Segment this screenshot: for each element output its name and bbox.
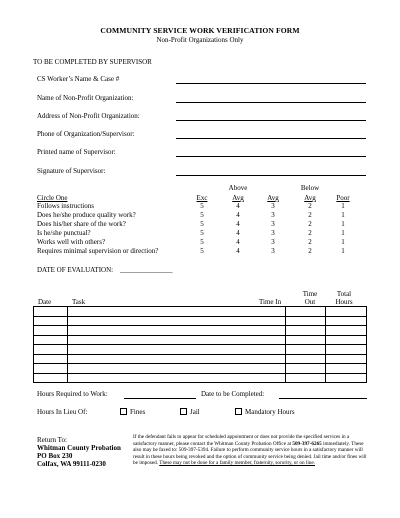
- score-2[interactable]: 2: [308, 211, 312, 219]
- field-line-signature[interactable]: [176, 175, 366, 176]
- rating-header-below-avg: Avg: [304, 194, 316, 202]
- score-2[interactable]: 2: [308, 202, 312, 210]
- score-4[interactable]: 4: [236, 229, 240, 237]
- time-in-cell[interactable]: [286, 364, 326, 374]
- task-cell[interactable]: [67, 316, 285, 326]
- field-label-phone: Phone of Organization/Supervisor:: [37, 130, 135, 138]
- score-5[interactable]: 5: [200, 238, 204, 246]
- score-2[interactable]: 2: [308, 220, 312, 228]
- rating-row-label: Does his/her share of the work?: [37, 220, 126, 228]
- score-4[interactable]: 4: [236, 202, 240, 210]
- rating-row-label: Works well with others?: [37, 238, 106, 246]
- option-mandatory-hours[interactable]: [235, 408, 295, 416]
- hours-required-line[interactable]: [124, 398, 196, 399]
- task-cell[interactable]: [67, 307, 285, 317]
- task-cell[interactable]: [67, 345, 285, 355]
- table-row: [34, 335, 367, 345]
- option-jail-label: Jail: [190, 408, 200, 416]
- score-3[interactable]: 3: [271, 211, 275, 219]
- field-line-org-name[interactable]: [176, 102, 366, 103]
- score-5[interactable]: 5: [200, 220, 204, 228]
- table-row: [34, 326, 367, 336]
- score-2[interactable]: 2: [308, 247, 312, 255]
- notice-text-2: immediately. These also may be faxed to: 509-397-5394. Failure to perform community service hours in a satisfactory manner will result in these hours being revoked and the option of community service being denied. Jail time and/or fines will be imposed.: [133, 440, 367, 467]
- time-out-cell[interactable]: [326, 335, 367, 345]
- return-to-city: Colfax, WA 99111-0230: [37, 460, 106, 468]
- table-row: [34, 364, 367, 374]
- log-header-time-out-bottom: Out: [304, 298, 316, 306]
- score-1[interactable]: 1: [341, 202, 345, 210]
- score-1[interactable]: 1: [341, 211, 345, 219]
- fines-checkbox[interactable]: [120, 408, 127, 415]
- option-fines-label: Fines: [130, 408, 146, 416]
- field-line-cs-worker[interactable]: [176, 83, 366, 84]
- log-header-total-top: Total: [336, 290, 352, 298]
- time-in-cell[interactable]: [286, 307, 326, 317]
- log-header-time-in: Time In: [259, 298, 282, 306]
- task-cell[interactable]: [67, 335, 285, 345]
- score-4[interactable]: 4: [236, 238, 240, 246]
- time-out-cell[interactable]: [326, 326, 367, 336]
- rating-row-label: Follows instructions: [37, 202, 94, 210]
- field-label-printed-name: Printed name of Supervisor:: [37, 148, 116, 156]
- log-header-total-bottom: Hours: [335, 298, 353, 306]
- hours-log-table: [33, 306, 367, 383]
- table-row: [34, 373, 367, 383]
- score-2[interactable]: 2: [308, 229, 312, 237]
- hours-required-label: Hours Required to Work:: [37, 390, 108, 398]
- date-cell[interactable]: [34, 345, 68, 355]
- field-line-org-address[interactable]: [176, 120, 366, 121]
- date-cell[interactable]: [34, 335, 68, 345]
- field-label-cs-worker: CS Worker’s Name & Case #: [37, 75, 120, 83]
- field-line-printed-name[interactable]: [176, 156, 366, 157]
- field-label-org-name: Name of Non-Profit Organization:: [37, 94, 134, 102]
- time-out-cell[interactable]: [326, 354, 367, 364]
- task-cell[interactable]: [67, 364, 285, 374]
- field-line-phone[interactable]: [176, 138, 366, 139]
- task-cell[interactable]: [67, 326, 285, 336]
- table-row: [34, 354, 367, 364]
- rating-row-label: Does he/she produce quality work?: [37, 211, 136, 219]
- table-row: [34, 316, 367, 326]
- notice-text-1: If the defendant fails to appear for scheduled appointment or does not provide the specified services in a satisfactory manner, please contact the Whitman County Probation Office at: [133, 434, 350, 447]
- time-in-cell[interactable]: [286, 354, 326, 364]
- return-to-po-box: PO Box 230: [37, 452, 73, 460]
- form-subtitle: Non-Profit Organizations Only: [156, 36, 244, 44]
- score-5[interactable]: 5: [200, 202, 204, 210]
- score-1[interactable]: 1: [341, 238, 345, 246]
- score-1[interactable]: 1: [341, 220, 345, 228]
- time-out-cell[interactable]: [326, 364, 367, 374]
- rating-header-exc: Exc: [196, 194, 208, 202]
- form-title: COMMUNITY SERVICE WORK VERIFICATION FORM: [100, 26, 300, 35]
- date-completed-line[interactable]: [279, 398, 367, 399]
- supervisor-section-heading: TO BE COMPLETED BY SUPERVISOR: [33, 58, 152, 66]
- probation-notice: [133, 434, 367, 467]
- date-cell[interactable]: [34, 326, 68, 336]
- score-3[interactable]: 3: [271, 238, 275, 246]
- rating-header-avg: Avg: [267, 194, 279, 202]
- rating-header-above: Above: [228, 184, 248, 192]
- log-header-task: Task: [72, 298, 86, 306]
- log-header-time-out-top: Time: [302, 290, 318, 298]
- time-out-cell[interactable]: [326, 307, 367, 317]
- rating-row-label: Is he/she punctual?: [37, 229, 91, 237]
- date-cell[interactable]: [34, 364, 68, 374]
- option-jail[interactable]: [180, 408, 200, 416]
- score-3[interactable]: 3: [271, 229, 275, 237]
- score-5[interactable]: 5: [200, 211, 204, 219]
- log-header-date: Date: [38, 298, 52, 306]
- time-out-cell[interactable]: [326, 316, 367, 326]
- time-in-cell[interactable]: [286, 316, 326, 326]
- field-label-org-address: Address of Non-Profit Organization:: [37, 112, 140, 120]
- date-cell[interactable]: [34, 373, 68, 383]
- rating-circle-one: Circle One: [37, 194, 68, 202]
- score-5[interactable]: 5: [200, 247, 204, 255]
- evaluation-date-label: DATE OF EVALUATION:: [37, 266, 114, 274]
- date-cell[interactable]: [34, 354, 68, 364]
- score-1[interactable]: 1: [341, 247, 345, 255]
- time-in-cell[interactable]: [286, 335, 326, 345]
- jail-checkbox[interactable]: [180, 408, 187, 415]
- date-cell[interactable]: [34, 307, 68, 317]
- table-row: [34, 307, 367, 317]
- score-1[interactable]: 1: [341, 229, 345, 237]
- score-3[interactable]: 3: [271, 202, 275, 210]
- option-fines[interactable]: [120, 408, 145, 416]
- task-cell[interactable]: [67, 373, 285, 383]
- date-completed-label: Date to be Completed:: [201, 390, 265, 398]
- score-3[interactable]: 3: [271, 220, 275, 228]
- time-out-cell[interactable]: [326, 373, 367, 383]
- evaluation-date-field[interactable]: _______________: [120, 266, 173, 274]
- score-4[interactable]: 4: [236, 211, 240, 219]
- return-to-label: Return To:: [37, 436, 67, 444]
- time-in-cell[interactable]: [286, 345, 326, 355]
- rating-header-poor: Poor: [336, 194, 350, 202]
- rating-header-above-avg: Avg: [232, 194, 244, 202]
- table-row: [34, 345, 367, 355]
- notice-phone: 509-397-6265: [292, 440, 322, 447]
- field-label-signature: Signature of Supervisor:: [37, 167, 106, 175]
- task-cell[interactable]: [67, 354, 285, 364]
- time-out-cell[interactable]: [326, 345, 367, 355]
- date-cell[interactable]: [34, 316, 68, 326]
- notice-underlined: These may not be done for a family member, fraternity, sorority, or on line.: [159, 460, 315, 467]
- rating-header-below: Below: [300, 184, 320, 192]
- score-2[interactable]: 2: [308, 238, 312, 246]
- mandatory-hours-checkbox[interactable]: [235, 408, 242, 415]
- option-mandatory-hours-label: Mandatory Hours: [245, 408, 295, 416]
- hours-in-lieu-label: Hours In Lieu Of:: [37, 408, 88, 416]
- score-4[interactable]: 4: [236, 247, 240, 255]
- time-in-cell[interactable]: [286, 373, 326, 383]
- time-in-cell[interactable]: [286, 326, 326, 336]
- score-4[interactable]: 4: [236, 220, 240, 228]
- return-to-org: Whitman County Probation: [37, 444, 121, 452]
- rating-row-label: Requires minimal supervision or direction?: [37, 247, 159, 255]
- score-5[interactable]: 5: [200, 229, 204, 237]
- score-3[interactable]: 3: [271, 247, 275, 255]
